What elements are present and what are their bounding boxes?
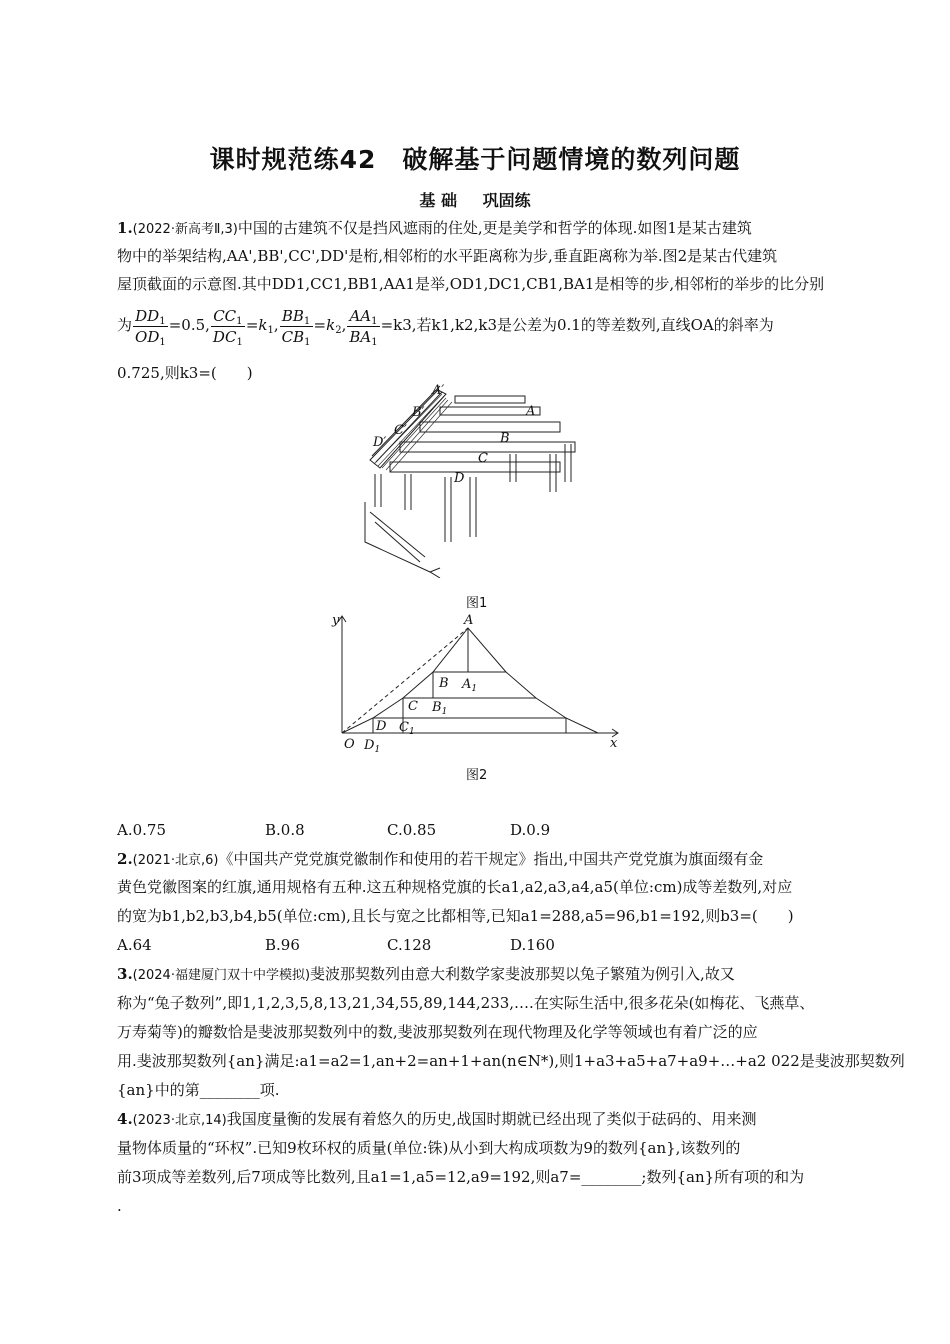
section-heading-left: 基 础 <box>419 191 457 210</box>
figure-2-caption: 图2 <box>466 768 488 783</box>
fig1-label-c: C <box>478 451 488 466</box>
q2-option-a[interactable]: A.64 <box>117 936 152 954</box>
q1-line-3: 屋顶截面的示意图.其中DD1,CC1,BB1,AA1是举,OD1,DC1,CB1,BA1是相等的步,相邻桁的举步的比分别 <box>117 275 825 293</box>
fig1-label-a-prime: A′ <box>432 383 445 398</box>
fig2-label-c1: $C_1$ <box>399 720 415 737</box>
q2-option-c[interactable]: C.128 <box>387 936 432 954</box>
ratio-aa1-ba1: $\frac{AA_1}{BA_1}$ <box>349 306 378 348</box>
fig1-label-b-prime: B′ <box>412 405 425 420</box>
q3-source: (2024·福建厦门双十中学模拟) <box>132 968 311 983</box>
q3-number: 3 <box>117 965 128 983</box>
q1-line-5: 0.725,则k3=( ) <box>117 364 253 382</box>
q3-line-3: 万寿菊等)的瓣数恰是斐波那契数列中的数,斐波那契数列在现代物理及化学等领域也有着广泛的应 <box>117 1023 758 1041</box>
fig1-label-a: A <box>526 404 536 419</box>
fig1-label-d-prime: D′ <box>373 435 387 450</box>
q1-line-4: 为 $\frac{DD_1}{OD_1}$ =0.5, $\frac{CC_1}{DC_1}$ $=k_1$, $\frac{BB_1}{CB_1}$ $=k_2$, $\frac{AA_1}{BA_1}$ =k3,若k1,k2,k3是公差为0.1的等差数列,直线OA的斜率为 <box>117 306 774 348</box>
q1-number: 1 <box>117 219 128 237</box>
q4-number: 4 <box>117 1110 128 1128</box>
q2-line-2: 黄色党徽图案的红旗,通用规格有五种.这五种规格党旗的长a1,a2,a3,a4,a5(单位:cm)成等差数列,对应 <box>117 878 793 896</box>
q3-line-4: 用.斐波那契数列{an}满足:a1=a2=1,an+2=an+1+an(n∈N*),则1+a3+a5+a7+a9+…+a2 022是斐波那契数列 <box>117 1052 905 1070</box>
q2-source: (2021·北京,6) <box>132 853 219 868</box>
ratio-dd1-od1: $\frac{DD_1}{OD_1}$ <box>135 306 166 348</box>
fig2-label-a1: $A_1$ <box>462 677 478 694</box>
q1-text-1: 中国的古建筑不仅是挡风遮雨的住处,更是美学和哲学的体现.如图1是某古建筑 <box>237 219 752 237</box>
q1-line-1: 1.(2022·新高考Ⅱ,3)中国的古建筑不仅是挡风遮雨的住处,更是美学和哲学的体现.如图1是某古建筑 <box>117 219 752 237</box>
fig2-label-a: A <box>464 613 474 628</box>
section-heading <box>0 188 950 211</box>
q3-line-5: {an}中的第________项. <box>117 1081 280 1099</box>
q2-options <box>117 935 555 955</box>
fig2-label-d: D <box>376 719 387 734</box>
q4-line-1: 4.(2023·北京,14)我国度量衡的发展有着悠久的历史,战国时期就已经出现了类似于砝码的、用来测 <box>117 1110 757 1128</box>
q2-line-3: 的宽为b1,b2,b3,b4,b5(单位:cm),且长与宽之比都相等,已知a1=288,a5=96,b1=192,则b3=( ) <box>117 907 794 925</box>
ratio-cc1-dc1: $\frac{CC_1}{DC_1}$ <box>212 306 243 348</box>
q4-source: (2023·北京,14) <box>132 1113 227 1128</box>
q2-option-b[interactable]: B.96 <box>265 936 300 954</box>
q4-line-2: 量物体质量的“环权”.已知9枚环权的质量(单位:铢)从小到大构成项数为9的数列{an},该数列的 <box>117 1139 741 1157</box>
q2-number: 2 <box>117 850 128 868</box>
q1-option-b[interactable]: B.0.8 <box>265 821 305 839</box>
q4-line-4: . <box>117 1197 122 1215</box>
q1-option-d[interactable]: D.0.9 <box>510 821 551 839</box>
q1-line-2: 物中的举架结构,AA',BB',CC',DD'是桁,相邻桁的水平距离称为步,垂直距离称为举.图2是某古代建筑 <box>117 247 778 265</box>
fig2-label-x: x <box>610 736 618 751</box>
q4-line-3: 前3项成等差数列,后7项成等比数列,且a1=1,a5=12,a9=192,则a7=________;数列{an}所有项的和为 <box>117 1168 805 1186</box>
fig2-label-d1: $D_1$ <box>364 738 381 755</box>
ratio-bb1-cb1: $\frac{BB_1}{CB_1}$ <box>281 306 311 348</box>
fig2-label-b1: $B_1$ <box>432 700 448 717</box>
figure-1-roof-structure <box>360 382 600 578</box>
q2-option-d[interactable]: D.160 <box>510 936 555 954</box>
fig1-label-c-prime: C′ <box>394 423 407 438</box>
figure-2-cross-section <box>328 610 628 760</box>
page-title: 课时规范练42 破解基于问题情境的数列问题 <box>209 145 741 174</box>
q1-option-a[interactable]: A.0.75 <box>117 821 166 839</box>
q1-options <box>117 820 550 840</box>
fig1-label-b: B <box>500 431 510 446</box>
fig2-label-c: C <box>408 699 418 714</box>
q3-line-2: 称为“兔子数列”,即1,1,2,3,5,8,13,21,34,55,89,144,233,….在实际生活中,很多花朵(如梅花、飞燕草、 <box>117 994 815 1012</box>
fig1-label-d: D <box>454 471 465 486</box>
figure-1-caption: 图1 <box>466 596 488 611</box>
q1-source: (2022·新高考Ⅱ,3) <box>132 222 238 237</box>
q2-line-1: 2.(2021·北京,6)《中国共产党党旗党徽制作和使用的若干规定》指出,中国共产党党旗为旗面缀有金 <box>117 850 764 868</box>
q1-option-c[interactable]: C.0.85 <box>387 821 437 839</box>
fig2-label-o: O <box>344 737 355 752</box>
fig2-label-b: B <box>439 676 449 691</box>
section-heading-right: 巩固练 <box>482 191 531 210</box>
q3-line-1: 3.(2024·福建厦门双十中学模拟)斐波那契数列由意大利数学家斐波那契以兔子繁殖为例引入,故又 <box>117 965 735 983</box>
fig2-label-y: y <box>332 613 340 628</box>
